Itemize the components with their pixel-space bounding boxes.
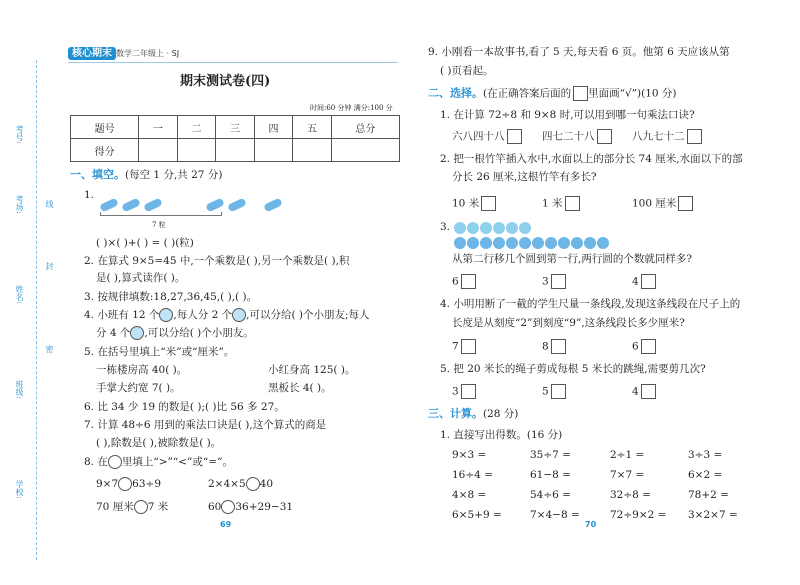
q4-text: ,每人分 2 个	[173, 309, 233, 321]
section-note: (在正确答案后面的	[483, 87, 572, 100]
option-label: 10 米	[452, 197, 480, 210]
calc-item[interactable]: 3×2×7 =	[688, 509, 738, 521]
option-label: 4	[632, 275, 639, 288]
option-label: 6	[632, 340, 639, 353]
s2-q4-line1: 4. 小明用断了一截的学生尺量一条线段,发现这条线段在尺子上的	[440, 298, 741, 310]
circle-icon	[519, 222, 531, 234]
q8-expr: 63÷9	[132, 478, 162, 490]
q3-line[interactable]: 3. 按规律填数:18,27,36,45,( ),( )。	[84, 291, 258, 303]
score-input-cell[interactable]	[293, 139, 332, 162]
side-mark-secret: 密	[45, 345, 54, 353]
calc-item[interactable]: 35÷7 =	[530, 449, 571, 461]
q1-answer-line[interactable]: ( )×( )+( ) = ( )(粒)	[96, 237, 194, 249]
s2-q2-option[interactable]	[542, 196, 580, 211]
section2-heading	[428, 86, 677, 101]
calc-item[interactable]: 6×2 =	[688, 469, 723, 481]
compare-circle[interactable]	[246, 477, 260, 491]
q8-expr: 36+29−31	[235, 501, 294, 513]
calc-item[interactable]: 72÷9×2 =	[610, 509, 667, 521]
q8-item	[96, 477, 161, 491]
s2-q3-option[interactable]	[632, 274, 656, 289]
candy-icon	[143, 198, 163, 213]
answer-checkbox[interactable]	[641, 384, 656, 399]
candy-icon	[227, 198, 247, 213]
page-number-left: 69	[220, 520, 232, 529]
subject-label: 数学二年级上 · SJ	[116, 49, 180, 58]
q6-line[interactable]: 6. 比 34 少 19 的数是( );( )比 56 多 27。	[84, 401, 285, 413]
q4-line2[interactable]	[96, 326, 254, 340]
apple-icon	[232, 308, 246, 322]
candy-figure	[100, 194, 286, 213]
s2-q2-line2: 分长 26 厘米,这根竹竿有多长?	[452, 171, 597, 183]
q8-text: 里填上“>”“<”或“=”。	[121, 456, 233, 468]
s2-q3-option[interactable]	[452, 274, 476, 289]
q4-text: ,可以分给( )个小朋友。	[144, 327, 254, 339]
side-label-exam-room: 考场:	[15, 195, 24, 214]
s2-q4-option[interactable]	[542, 339, 566, 354]
section-title: 一、填空。	[70, 168, 125, 181]
s2-q4-option[interactable]	[452, 339, 476, 354]
circle-icon	[480, 237, 492, 249]
q7-line2[interactable]: ( ),除数是( ),被除数是( )。	[96, 437, 222, 449]
candy-icon	[99, 198, 119, 213]
score-table-header-row	[71, 116, 400, 139]
calc-item[interactable]: 6×5+9 =	[452, 509, 502, 521]
q2-line2[interactable]: 是( ),算式读作( )。	[96, 272, 186, 284]
q5-item[interactable]: 黑板长 4( )。	[268, 382, 332, 394]
score-input-cell[interactable]	[177, 139, 216, 162]
option-label: 5	[542, 385, 549, 398]
score-input-cell[interactable]	[216, 139, 255, 162]
answer-checkbox[interactable]	[597, 129, 612, 144]
q5-item[interactable]: 手掌大约宽 7( )。	[96, 382, 181, 394]
section3-heading	[428, 407, 518, 421]
table-cell: 五	[293, 116, 332, 139]
s2-q5-option[interactable]	[632, 384, 656, 399]
q7-line1[interactable]: 7. 计算 48÷6 用到的乘法口诀是( ),这个算式的商是	[84, 419, 327, 431]
option-label: 1 米	[542, 197, 563, 210]
brace-label: 7 粒	[152, 221, 166, 229]
q1-number: 1.	[84, 189, 95, 201]
q9-line1: 9. 小刚看一本故事书,看了 5 天,每天看 6 页。他第 6 天应该从第	[428, 46, 730, 58]
q9-line2[interactable]: ( )页看起。	[440, 65, 494, 77]
header-rule	[68, 62, 398, 63]
answer-checkbox[interactable]	[461, 274, 476, 289]
compare-circle[interactable]	[118, 477, 132, 491]
apple-icon	[159, 308, 173, 322]
section-note: 里面画“√”)(10 分)	[588, 87, 677, 100]
q8-expr: 2×4×5	[208, 478, 246, 490]
circle-icon	[545, 237, 557, 249]
calc-item[interactable]: 2÷1 =	[610, 449, 645, 461]
q5-item[interactable]: 小红身高 125( )。	[268, 364, 356, 376]
circle-icon	[571, 237, 583, 249]
circle-icon	[558, 237, 570, 249]
side-label-name: 姓名:	[15, 285, 24, 304]
circle-icon	[493, 222, 505, 234]
calc-item[interactable]: 7×7 =	[610, 469, 645, 481]
option-label: 3	[542, 275, 549, 288]
section1-heading	[70, 168, 222, 182]
option-label: 四七二十八	[542, 130, 595, 143]
calc-item[interactable]: 61−8 =	[530, 469, 571, 481]
page-number-right: 70	[585, 520, 597, 529]
option-label: 3	[452, 385, 459, 398]
q8-expr: 9×7	[96, 478, 119, 490]
s2-q3-option[interactable]	[542, 274, 566, 289]
circle-icon	[519, 237, 531, 249]
compare-circle[interactable]	[221, 500, 235, 514]
circle-icon	[506, 237, 518, 249]
calc-item[interactable]: 3÷3 =	[688, 449, 723, 461]
option-label: 8	[542, 340, 549, 353]
candy-icon	[121, 198, 141, 213]
calc-item[interactable]: 16÷4 =	[452, 469, 493, 481]
circle-icon	[506, 222, 518, 234]
table-cell: 四	[254, 116, 293, 139]
answer-checkbox[interactable]	[551, 339, 566, 354]
side-mark-seal: 封	[45, 262, 54, 270]
s2-q5-option[interactable]	[542, 384, 566, 399]
apple-icon	[130, 326, 144, 340]
table-cell: 二	[177, 116, 216, 139]
answer-checkbox[interactable]	[461, 339, 476, 354]
q5-line: 5. 在括号里填上“米”或“厘米”。	[84, 346, 235, 358]
q8-expr: 70 厘米	[96, 501, 134, 513]
candy-icon	[263, 198, 283, 213]
s2-q1-option[interactable]	[632, 129, 702, 144]
circle-icon	[454, 237, 466, 249]
compare-circle[interactable]	[134, 500, 148, 514]
s2-q1-option[interactable]	[452, 129, 522, 144]
circle-icon	[480, 222, 492, 234]
option-label: 4	[632, 385, 639, 398]
option-label: 7	[452, 340, 459, 353]
table-cell: 题号	[71, 116, 139, 139]
answer-checkbox[interactable]	[678, 196, 693, 211]
s2-q3-number: 3.	[440, 221, 451, 233]
checkbox-icon	[573, 86, 588, 101]
calc-item[interactable]: 4×8 =	[452, 489, 487, 501]
side-label-school: 学校:	[15, 480, 24, 499]
binding-line	[36, 60, 37, 560]
score-input-cell[interactable]	[254, 139, 293, 162]
s2-q2-option[interactable]	[452, 196, 496, 211]
q5-item[interactable]: 一栋楼房高 40( )。	[96, 364, 188, 376]
candy-icon	[205, 198, 225, 213]
q8-text: 8. 在	[84, 456, 108, 468]
option-label: 八九七十二	[632, 130, 685, 143]
answer-checkbox[interactable]	[551, 274, 566, 289]
answer-checkbox[interactable]	[551, 384, 566, 399]
s2-q5-line: 5. 把 20 米长的绳子剪成每根 5 米长的跳绳,需要剪几次?	[440, 363, 706, 375]
s2-q5-option[interactable]	[452, 384, 476, 399]
q4-text: 分 4 个	[96, 327, 131, 339]
s2-q2-line1: 2. 把一根竹竿插入水中,水面以上的部分长 74 厘米,水面以下的部	[440, 153, 743, 165]
q8-line	[84, 455, 233, 469]
calc-item[interactable]: 78+2 =	[688, 489, 729, 501]
calc-item[interactable]: 9×3 =	[452, 449, 487, 461]
answer-checkbox[interactable]	[687, 129, 702, 144]
q8-item	[208, 500, 293, 514]
section-note: (每空 1 分,共 27 分)	[125, 169, 223, 181]
side-label-class: 班级:	[15, 380, 24, 399]
circle-icon	[454, 222, 466, 234]
s2-q3-text: 从第二行移几个圆到第一行,两行圆的个数就同样多?	[452, 253, 692, 265]
q8-expr: 40	[259, 478, 274, 490]
calc-item[interactable]: 7×4−8 =	[530, 509, 580, 521]
q4-line1[interactable]	[84, 308, 370, 322]
answer-checkbox[interactable]	[461, 384, 476, 399]
s2-q1: 1. 在计算 72÷8 和 9×8 时,可以用到哪一句乘法口诀?	[440, 109, 695, 121]
section-title: 二、选择。	[428, 86, 483, 100]
table-cell: 总分	[331, 116, 399, 139]
circle-icon	[493, 237, 505, 249]
side-mark-line: 线	[45, 200, 54, 208]
q4-text: ,可以分给( )个小朋友;每人	[246, 309, 370, 321]
circle-icon	[597, 237, 609, 249]
s3-q1: 1. 直接写出得数。(16 分)	[440, 429, 563, 441]
s2-q1-option[interactable]	[542, 129, 612, 144]
circle-blank-icon	[108, 455, 122, 469]
brand-logo: 核心期末	[68, 47, 116, 60]
option-label: 六八四十八	[452, 130, 505, 143]
option-label: 100 厘米	[632, 197, 677, 210]
beads-row-2	[454, 234, 610, 253]
section-note: (28 分)	[483, 408, 519, 420]
calc-item[interactable]: 54÷6 =	[530, 489, 571, 501]
score-input-cell[interactable]	[139, 139, 178, 162]
answer-checkbox[interactable]	[481, 196, 496, 211]
circle-icon	[467, 222, 479, 234]
q8-item	[96, 500, 168, 514]
q8-expr: 7 米	[147, 501, 169, 513]
q4-text: 4. 小班有 12 个	[84, 309, 160, 321]
circle-icon	[467, 237, 479, 249]
s2-q4-line2: 长度是从刻度“2”到刻度“9”,这条线段长多少厘米?	[452, 317, 685, 329]
brace-line	[100, 212, 222, 216]
answer-checkbox[interactable]	[641, 274, 656, 289]
page-title: 期末测试卷(四)	[180, 74, 271, 89]
circle-icon	[532, 237, 544, 249]
side-label-exam-no: 考号:	[15, 125, 24, 144]
table-cell: 三	[216, 116, 255, 139]
score-input-cell[interactable]	[331, 139, 399, 162]
q2-line1[interactable]: 2. 在算式 9×5=45 中,一个乘数是( ),另一个乘数是( ),积	[84, 255, 350, 267]
answer-checkbox[interactable]	[507, 129, 522, 144]
section-title: 三、计算。	[428, 407, 483, 420]
table-cell: 一	[139, 116, 178, 139]
score-table-score-row	[71, 139, 400, 162]
option-label: 6	[452, 275, 459, 288]
calc-item[interactable]: 32÷8 =	[610, 489, 651, 501]
q8-expr: 60	[208, 501, 222, 513]
answer-checkbox[interactable]	[641, 339, 656, 354]
table-cell: 得分	[71, 139, 139, 162]
score-table	[70, 115, 400, 162]
q8-item	[208, 477, 273, 491]
time-info: 时间:60 分钟 满分:100 分	[310, 104, 393, 112]
s2-q2-option[interactable]	[632, 196, 693, 211]
answer-checkbox[interactable]	[565, 196, 580, 211]
s2-q4-option[interactable]	[632, 339, 656, 354]
circle-icon	[584, 237, 596, 249]
